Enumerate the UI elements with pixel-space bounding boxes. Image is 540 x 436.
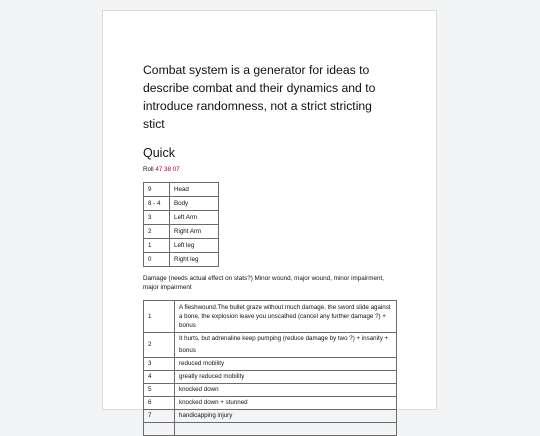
roll-number[interactable]: 47 [155, 166, 163, 173]
damage-description-cell: A fleshwound.The bullet graze without much damage, the sword slide against a bone, the explosion leave you unscathed (cancel any further damage ?) + bonus [175, 301, 397, 333]
damage-number-cell: 1 [144, 301, 175, 333]
table-row [144, 253, 219, 267]
intro-paragraph: Combat system is a generator for ideas to describe combat and their dynamics and to introduce randomness, not a strict stricting stict [143, 63, 376, 131]
table-row [144, 384, 397, 397]
damage-description-cell: knocked down [175, 384, 397, 397]
roll-cell: 9 [144, 183, 170, 197]
table-row [144, 410, 397, 423]
table-row [144, 358, 397, 371]
damage-number-cell: 3 [144, 358, 175, 371]
damage-note: Damage (needs actual effect on stats?) Minor wound, major wound, minor impairment, major impairment [143, 275, 385, 291]
table-row [144, 333, 397, 358]
location-cell: Right leg [170, 253, 219, 267]
table-row [144, 211, 219, 225]
damage-table [143, 300, 397, 436]
hit-location-table [143, 182, 219, 267]
roll-label: Roll [143, 166, 154, 173]
roll-number[interactable]: 38 [164, 166, 171, 173]
damage-number-cell: 5 [144, 384, 175, 397]
table-row [144, 301, 397, 333]
damage-number-cell: 6 [144, 397, 175, 410]
damage-description-cell: greatly reduced mobility [175, 371, 397, 384]
table-row [144, 225, 219, 239]
table-row [144, 423, 397, 436]
table-row [144, 371, 397, 384]
roll-number[interactable]: 07 [172, 166, 180, 173]
location-cell: Left leg [170, 239, 219, 253]
table-row [144, 239, 219, 253]
damage-number-cell: 4 [144, 371, 175, 384]
roll-cell: 2 [144, 225, 170, 239]
roll-cell: 0 [144, 253, 170, 267]
damage-number-cell: 2 [144, 333, 175, 358]
damage-description-cell: handicapping injury [175, 410, 397, 423]
location-cell: Head [170, 183, 219, 197]
location-cell: Left Arm [170, 211, 219, 225]
damage-number-cell: 7 [144, 410, 175, 423]
damage-number-cell [144, 423, 175, 436]
damage-description-cell: knocked down + stunned [175, 397, 397, 410]
location-cell: Right Arm [170, 225, 219, 239]
table-row [144, 183, 219, 197]
table-row [144, 397, 397, 410]
quick-heading: Quick [143, 146, 175, 160]
damage-description-cell: It hurts, but adrenaline keep pumping (reduce damage by two ?) + insanity + bonus [175, 333, 397, 358]
location-cell: Body [170, 197, 219, 211]
roll-line [143, 166, 180, 173]
damage-description-cell: reduced mobility [175, 358, 397, 371]
roll-cell: 1 [144, 239, 170, 253]
document-page [102, 10, 437, 419]
table-row [144, 197, 219, 211]
roll-cell: 8 - 4 [144, 197, 170, 211]
damage-description-cell [175, 423, 397, 436]
roll-cell: 3 [144, 211, 170, 225]
